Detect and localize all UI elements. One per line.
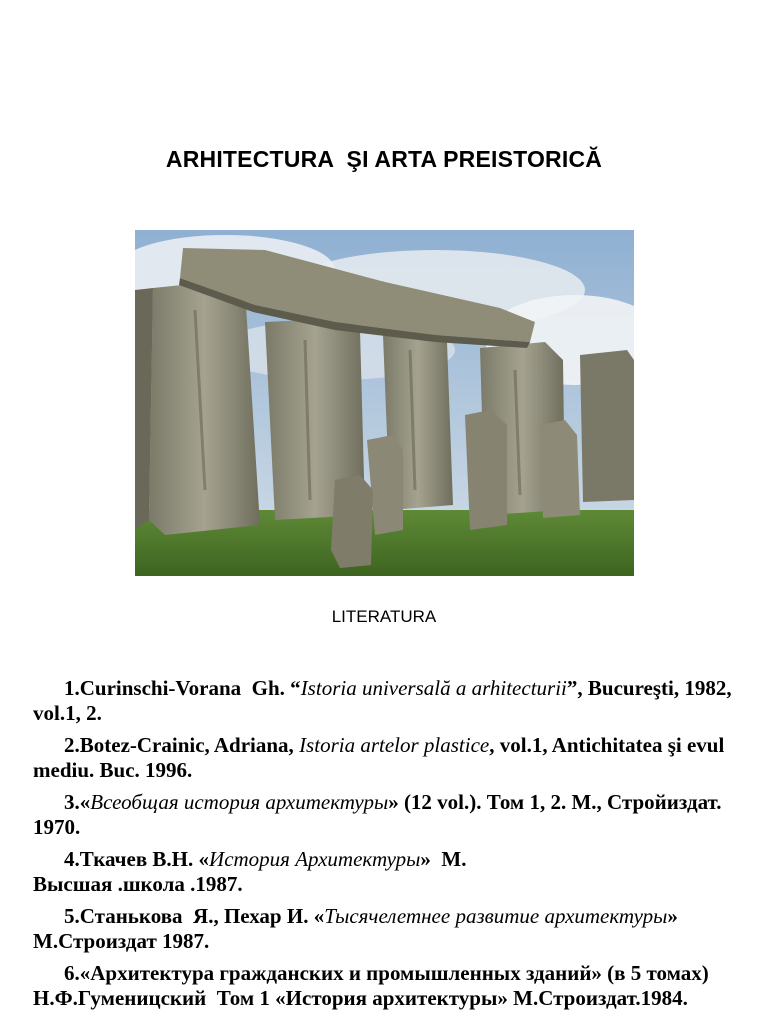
references-list	[33, 676, 763, 1018]
reference-item: 6.«Архитектура гражданских и промышленных зданий» (в 5 томах) Н.Ф.Гуменицский Том 1 «История архитектуры» М.Строиздат.1984.	[33, 961, 715, 1010]
reference-item: 3.«Всеобщая история архитектуры» (12 vol.). Том 1, 2. М., Стройиздат. 1970.	[33, 790, 727, 839]
section-heading-literatura: LITERATURA	[331, 607, 437, 626]
reference-item: 5.Станькова Я., Пехар И. «Тысячелетнее развитие архитектуры» М.Строиздат 1987.	[33, 904, 684, 953]
reference-item: 4.Ткачев В.Н. «История Архитектуры» М. Высшая .школа .1987.	[33, 847, 467, 896]
stonehenge-photo	[135, 230, 634, 576]
reference-item: 2.Botez-Crainic, Adriana, Istoria artelor plastice, vol.1, Antichitatea şi evul mediu. Buc. 1996.	[33, 733, 730, 782]
page-title: ARHITECTURA ŞI ARTA PREISTORICĂ	[165, 146, 603, 172]
reference-item: 1.Curinschi-Vorana Gh. “Istoria universală a arhitecturii”, Bucureşti, 1982, vol.1, 2.	[33, 676, 737, 725]
